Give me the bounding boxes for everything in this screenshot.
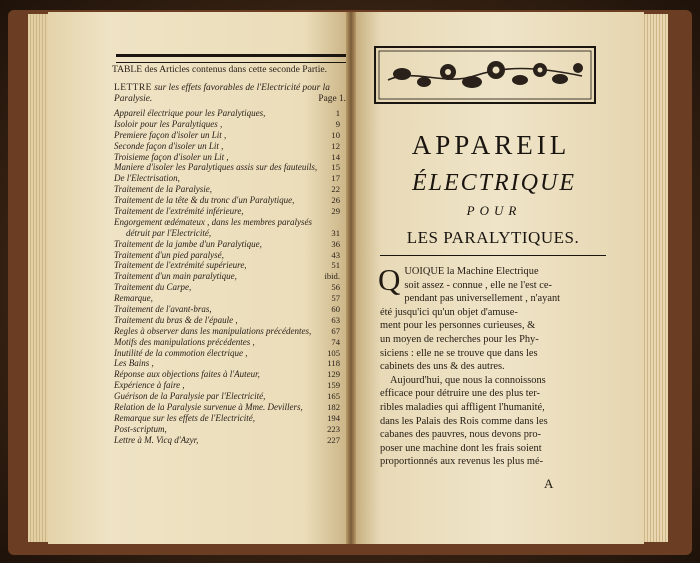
toc-entry bbox=[114, 402, 340, 413]
toc-intro-lead: LETTRE bbox=[114, 83, 152, 93]
toc-entry-title: Traitement de la jambe d'un Paralytique, bbox=[114, 238, 262, 249]
title-rule bbox=[380, 255, 606, 256]
toc-list bbox=[114, 108, 340, 446]
book-gutter bbox=[346, 12, 356, 544]
toc-entry-title: Seconde façon d'isoler un Lit , bbox=[114, 140, 224, 151]
body-line: poser une machine dont les frais soient bbox=[380, 442, 542, 454]
toc-entry-title: Réponse aux objections faites à l'Auteur, bbox=[114, 369, 260, 380]
toc-entry-title: Traitement de l'avant-bras, bbox=[114, 304, 212, 315]
toc-entry-title: Traitement d'un pied paralysé, bbox=[114, 249, 224, 260]
toc-entry-page: 67 bbox=[331, 325, 340, 336]
toc-entry bbox=[114, 206, 340, 217]
toc-entry-page: 105 bbox=[327, 347, 340, 358]
toc-entry bbox=[114, 315, 340, 326]
toc-entry-title: Traitement de la tête & du tronc d'un Paralytique, bbox=[114, 195, 295, 206]
toc-entry-title: Engorgement œdémateux , dans les membres paralysés bbox=[114, 216, 313, 227]
body-text bbox=[378, 262, 610, 469]
body-line: pendant pas universellement , n'ayant bbox=[404, 293, 561, 305]
toc-entry-title: Les Bains , bbox=[114, 358, 154, 369]
page-edges-left bbox=[28, 14, 50, 542]
toc-entry-page: 43 bbox=[331, 249, 340, 260]
toc-entry-page: 165 bbox=[327, 391, 340, 402]
toc-intro bbox=[114, 83, 346, 105]
toc-entry bbox=[114, 391, 340, 402]
toc-entry-title: Lettre à M. Vicq d'Azyr, bbox=[114, 434, 199, 445]
toc-entry-title: Relation de la Paralysie survenue à Mme. Devillers, bbox=[114, 402, 303, 413]
toc-entry-title: Regles à observer dans les manipulations précédentes, bbox=[114, 325, 312, 336]
body-line: ment pour les personnes curieuses, & bbox=[380, 320, 536, 332]
body-line: ribles maladies qui affligent l'humanité, bbox=[380, 401, 545, 413]
toc-entry-title: Isoloir pour les Paralytiques , bbox=[114, 118, 223, 129]
toc-entry-page: 12 bbox=[331, 140, 340, 151]
body-line: été jusqu'ici qu'un objet d'amuse- bbox=[380, 306, 518, 318]
page-edges-right bbox=[642, 14, 668, 542]
toc-entry-title: Expérience à faire , bbox=[114, 380, 185, 391]
body-line: soit assez - connue , elle ne l'est ce- bbox=[404, 279, 552, 291]
toc-entry-title: Maniere d'isoler les Paralytiques assis sur des fauteuils, bbox=[114, 162, 318, 173]
toc-entry bbox=[114, 108, 340, 119]
toc-intro-page: Page 1. bbox=[318, 94, 346, 104]
title-line-2: ÉLECTRIQUE bbox=[412, 170, 576, 196]
toc-entry bbox=[114, 435, 340, 446]
toc-entry-page: 36 bbox=[331, 238, 340, 249]
toc-entry bbox=[114, 228, 340, 239]
toc-entry bbox=[114, 250, 340, 261]
toc-entry-page: 10 bbox=[331, 129, 340, 140]
toc-entry-title: Guérison de la Paralysie par l'Electricité, bbox=[114, 391, 266, 402]
toc-entry bbox=[114, 239, 340, 250]
toc-entry-title: Traitement de la Paralysie, bbox=[114, 184, 212, 195]
toc-entry-title: De l'Electrisation, bbox=[114, 173, 180, 184]
toc-entry-title: Traitement d'un main paralytique, bbox=[114, 271, 237, 282]
toc-entry bbox=[114, 337, 340, 348]
toc-entry bbox=[114, 184, 340, 195]
toc-entry-page: 29 bbox=[331, 206, 340, 217]
toc-entry bbox=[114, 173, 340, 184]
toc-entry-title: détruit par l'Electricité, bbox=[126, 227, 212, 238]
toc-entry bbox=[114, 162, 340, 173]
signature-mark: A bbox=[544, 476, 554, 491]
toc-entry-title: Motifs des manipulations précédentes , bbox=[114, 336, 255, 347]
toc-entry bbox=[114, 304, 340, 315]
toc-entry-page: 26 bbox=[331, 195, 340, 206]
body-line: un moyen de recherches pour les Phy- bbox=[380, 333, 539, 345]
body-line: UOIQUE la Machine Electrique bbox=[404, 266, 539, 277]
toc-entry-page: 118 bbox=[327, 358, 340, 369]
toc-entry bbox=[114, 293, 340, 304]
toc-intro-text: sur les effets favorables de l'Electricité pour la Paralysie. bbox=[114, 83, 330, 104]
toc-entry bbox=[114, 119, 340, 130]
toc-entry bbox=[114, 348, 340, 359]
toc-entry-page: 60 bbox=[331, 304, 340, 315]
toc-entry-title: Traitement de l'extrémité inférieure, bbox=[114, 206, 244, 217]
body-line: cabinets des uns & des autres. bbox=[380, 361, 505, 373]
toc-entry-title: Appareil électrique pour les Paralytiques, bbox=[114, 108, 266, 118]
title-line-3: POUR bbox=[466, 203, 522, 218]
toc-entry bbox=[114, 141, 340, 152]
toc-entry-page: 51 bbox=[331, 260, 340, 271]
title-line-1: APPAREIL bbox=[411, 130, 571, 160]
toc-entry-page: 1 bbox=[335, 108, 340, 118]
toc-entry-page: 227 bbox=[327, 434, 340, 445]
toc-entry bbox=[114, 271, 340, 282]
body-line: Aujourd'hui, que nous la connoissons bbox=[390, 374, 546, 386]
toc-entry-title: Post-scriptum, bbox=[114, 423, 167, 434]
toc-entry-page: 223 bbox=[327, 423, 340, 434]
toc-entry bbox=[114, 217, 340, 228]
toc-entry bbox=[114, 152, 340, 163]
toc-entry-title: Traitement de l'extrémité supérieure, bbox=[114, 260, 247, 271]
toc-entry-page: 31 bbox=[331, 227, 340, 238]
toc-entry-page: 182 bbox=[327, 402, 340, 413]
toc-entry-page: 14 bbox=[331, 151, 340, 162]
toc-entry-title: Premiere façon d'isoler un Lit , bbox=[114, 129, 227, 140]
toc-entry-title: Remarque, bbox=[114, 293, 153, 304]
toc-entry bbox=[114, 424, 340, 435]
body-line: siciens : elle ne se trouve que dans les bbox=[380, 347, 538, 359]
toc-entry-page: 63 bbox=[331, 314, 340, 325]
toc-entry bbox=[114, 195, 340, 206]
toc-entry-title: Troisieme façon d'isoler un Lit , bbox=[114, 151, 229, 162]
toc-entry-title: Traitement du bras & de l'épaule , bbox=[114, 314, 238, 325]
toc-entry-page: 74 bbox=[331, 336, 340, 347]
toc-entry bbox=[114, 282, 340, 293]
toc-entry-page: 129 bbox=[327, 369, 340, 380]
toc-entry-page: ibid. bbox=[324, 271, 340, 282]
toc-entry-page: 57 bbox=[331, 293, 340, 304]
body-line: cabanes des pauvres, nous devons pro- bbox=[380, 429, 542, 441]
body-line: proportionnés aux revenus les plus mé- bbox=[380, 456, 544, 468]
drop-cap: Q bbox=[378, 262, 401, 297]
toc-entry-page: 9 bbox=[335, 118, 340, 129]
body-lines bbox=[378, 262, 610, 469]
toc-entry bbox=[114, 130, 340, 141]
toc-entry-page: 15 bbox=[331, 162, 340, 173]
floral-ornament-icon bbox=[374, 46, 596, 104]
toc-entry bbox=[114, 369, 340, 380]
toc-entry-title: Inutilité de la commotion électrique , bbox=[114, 347, 248, 358]
body-line: efficace pour détruire une des plus ter- bbox=[380, 388, 541, 400]
toc-entry-page: 17 bbox=[331, 173, 340, 184]
toc-entry-page: 194 bbox=[327, 412, 340, 423]
toc-entry bbox=[114, 413, 340, 424]
toc-entry bbox=[114, 358, 340, 369]
toc-entry-page: 22 bbox=[331, 184, 340, 195]
body-line: dans les Palais des Rois comme dans les bbox=[380, 415, 548, 427]
toc-header: TABLE des Articles contenus dans cette seconde Partie. bbox=[112, 64, 328, 75]
title-line-4: LES PARALYTIQUES. bbox=[406, 228, 580, 247]
toc-entry bbox=[114, 380, 340, 391]
toc-entry bbox=[114, 326, 340, 337]
toc-entry-title: Traitement du Carpe, bbox=[114, 282, 192, 293]
header-double-rule bbox=[116, 54, 346, 63]
toc-entry bbox=[114, 260, 340, 271]
toc-entry-page: 159 bbox=[327, 380, 340, 391]
toc-entry-title: Remarque sur les effets de l'Electricité, bbox=[114, 412, 256, 423]
toc-entry-page: 56 bbox=[331, 282, 340, 293]
